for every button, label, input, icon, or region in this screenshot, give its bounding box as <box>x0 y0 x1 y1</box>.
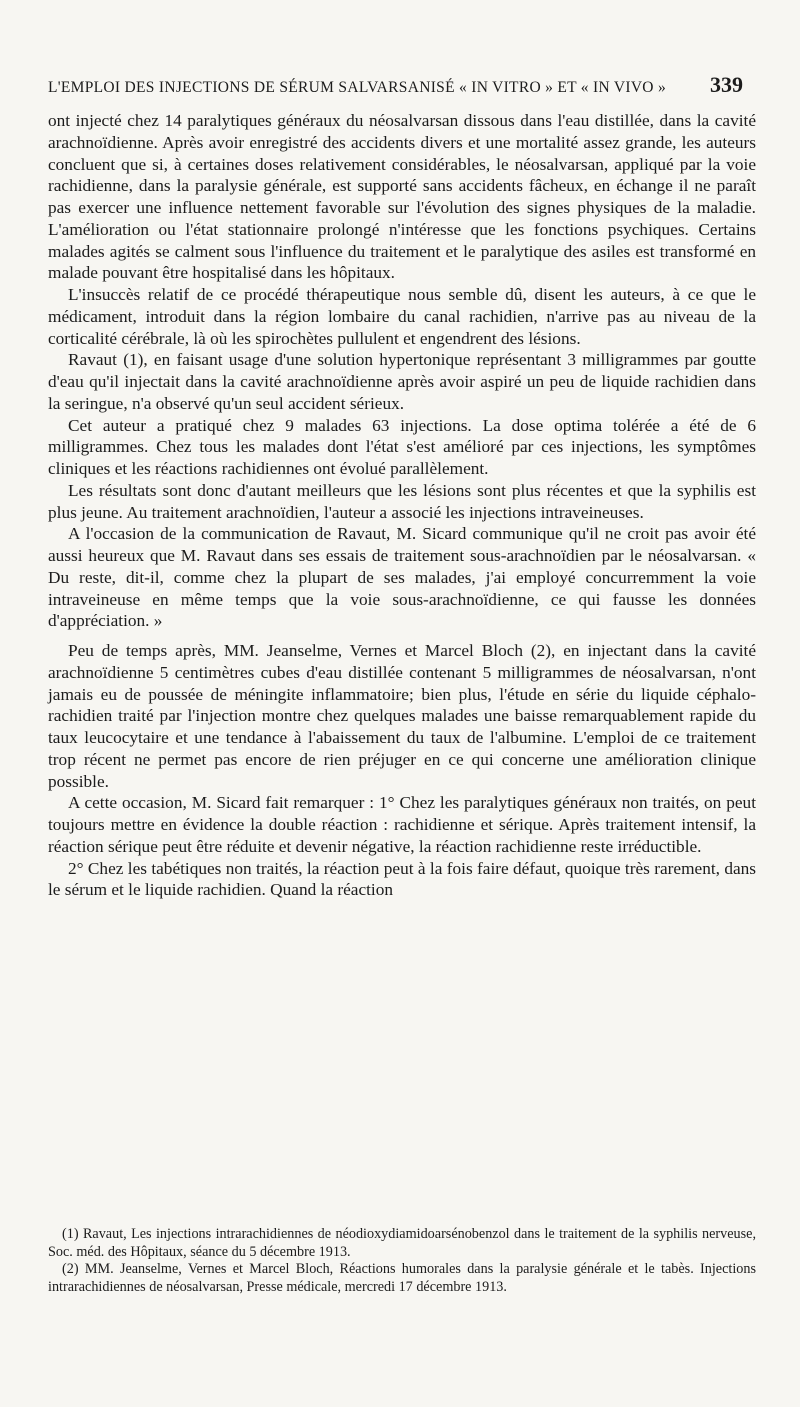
paragraph-2: L'insuccès relatif de ce procédé thérapeutique nous semble dû, disent les auteurs, à ce que le médicament, introduit dans la région lombaire du canal rachidien, n'arrive pas au niveau de la corticalité cérébrale, là où les spirochètes pullulent et engendrent des lésions. <box>48 285 756 348</box>
paragraph-5: Les résultats sont donc d'autant meilleurs que les lésions sont plus récentes et que la syphilis est plus jeune. Au traitement arachnoïdien, l'auteur a associé les injections intraveineuses. <box>48 480 756 522</box>
page-number: 339 <box>710 72 743 97</box>
paragraph-8: A cette occasion, M. Sicard fait remarquer : 1° Chez les paralytiques généraux non traités, on peut toujours mettre en évidence la double réaction : rachidienne et sérique. Après traitement intensif, la réaction sérique peut être réduite et devenir négative, la réaction rachidienne reste irréductible. <box>48 793 756 856</box>
paragraph-9: 2° Chez les tabétiques non traités, la réaction peut à la fois faire défaut, quoique très rarement, dans le sérum et le liquide rachidien. Quand la réaction <box>48 858 756 900</box>
paragraph-7: Peu de temps après, MM. Jeanselme, Vernes et Marcel Bloch (2), en injectant dans la cavité arachnoïdienne 5 centimètres cubes d'eau distillée contenant 5 milligrammes de néosalvarsan, n'ont jamais eu de poussée de méningite inflammatoire; bien plus, l'étude en série du liquide céphalo-rachidien traité par l'injection montre chez quelques malades une baisse remarquablement rapide du taux leucocytaire et une tendance à l'abaissement du taux de l'albumine. L'emploi de ce traitement trop récent ne permet pas encore de rien préjuger en ce qui concerne une amélioration clinique possible. <box>48 641 756 791</box>
paragraph-3: Ravaut (1), en faisant usage d'une solution hypertonique représentant 3 milligrammes par goutte d'eau qu'il injectait dans la cavité arachnoïdienne après avoir aspiré un peu de liquide rachidien dans la seringue, n'a observé qu'un seul accident sérieux. <box>48 350 756 413</box>
running-title: L'EMPLOI DES INJECTIONS DE SÉRUM SALVARSANISÉ « IN VITRO » ET « IN VIVO » <box>48 79 667 96</box>
running-header <box>48 72 743 98</box>
footnotes <box>48 1226 756 1296</box>
paragraph-4: Cet auteur a pratiqué chez 9 malades 63 injections. La dose optima tolérée a été de 6 milligrammes. Chez tous les malades dont l'état s'est amélioré par ces injections, les symptômes cliniques et les réactions rachidiennes ont évolué parallèlement. <box>48 415 756 478</box>
paragraph-1: ont injecté chez 14 paralytiques généraux du néosalvarsan dissous dans l'eau distillée, dans la cavité arachnoïdienne. Après avoir enregistré des accidents divers et une mortalité assez grande, les auteurs concluent que si, à certaines doses relativement considérables, le néosalvarsan, appliqué par la voie rachidienne, dans la paralysie générale, est supporté sans accidents fâcheux, en échange il ne paraît pas exercer une influence nettement favorable sur l'évolution des signes physiques de la maladie. L'amélioration ou l'état stationnaire prolongé n'intéresse que les fonctions psychiques. Certains malades agités se calment sous l'influence du traitement et le paralytique des asiles est transformé en malade pouvant être hospitalisé dans les hôpitaux. <box>48 111 756 283</box>
footnote-1: (1) Ravaut, Les injections intrarachidiennes de néodioxydiamidoarsénobenzol dans le traitement de la syphilis nerveuse, Soc. méd. des Hôpitaux, séance du 5 décembre 1913. <box>48 1226 756 1260</box>
footnote-2: (2) MM. Jeanselme, Vernes et Marcel Bloch, Réactions humorales dans la paralysie générale et le tabès. Injections intrarachidiennes de néosalvarsan, Presse médicale, mercredi 17 décembre 1913. <box>48 1261 756 1295</box>
paragraph-6: A l'occasion de la communication de Ravaut, M. Sicard communique qu'il ne croit pas avoir été aussi heureux que M. Ravaut dans ses essais de traitement sous-arachnoïdien par le néosalvarsan. « Du reste, dit-il, comme chez la plupart de ses malades, j'ai employé concurremment la voie intraveineuse en même temps que la voie sous-arachnoïdienne, ce qui fausse les données d'appréciation. » <box>48 524 756 631</box>
body-text <box>48 110 756 901</box>
